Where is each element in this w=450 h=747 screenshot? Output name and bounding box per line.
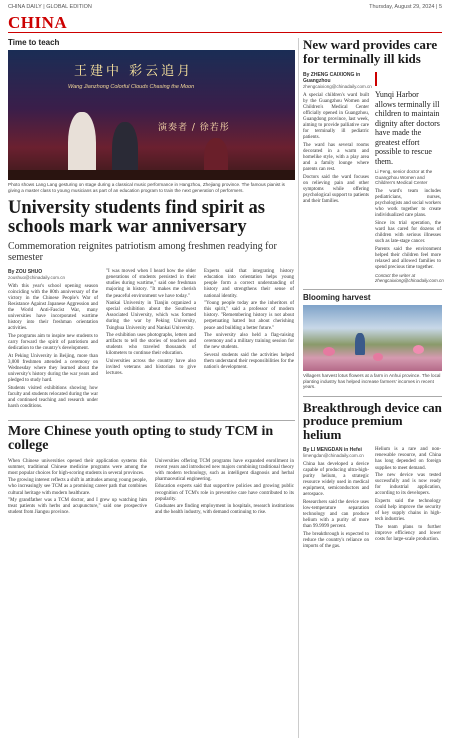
lotus-photo [303,305,442,371]
paragraph: China has developed a device capable of producing ultra-high-purity helium, a strategic resource widely used in medical equipment, semiconductors and aerospace. [303,461,369,498]
paragraph: The new device was tested successfully and is now ready for industrial application, according to its developers. [375,473,441,497]
lotus-flower [373,353,383,361]
article-column [8,459,147,518]
paragraph: The programs aim to inspire new students to carry forward the spirit of patriotism and dedication to the country's development. [8,333,98,352]
byline-email: limengdan@chinadaily.com.cn [303,453,364,459]
article-column [204,269,294,411]
lotus-flower [413,345,424,354]
photo-kicker: Time to teach [8,38,60,47]
paragraph: The exhibition uses photographs, letters and artifacts to tell the stories of teachers and students who traveled thousands of kilometers to continue their education. [106,333,196,357]
article-column [375,447,441,551]
paragraph: Since its trial operation, the ward has cared for dozens of children with serious illnesses such as late-stage cancer. [375,220,441,245]
paragraph: Helium is a rare and non-renewable resource, and China has long depended on foreign supplies to meet demand. [375,447,441,471]
lotus-flower [323,347,335,356]
right-column [303,38,442,552]
paragraph: The growing interest reflects a shift in attitudes among young people, who increasingly see TCM as a promising career path that combines cultural heritage with modern healthcare. [8,478,147,496]
article-column [303,447,369,551]
quote-bar [375,72,377,86]
byline-email: zoushuo@chinadaily.com.cn [8,275,66,281]
byline: By ZHENG CAIXIONG in Guangzhou [303,72,361,84]
left-column [8,38,295,518]
lead-headline: University students find spirit as schools mark war anniversary [8,198,265,238]
paragraph: Experts said the technology could help improve the security of key supply chains in high-tech industries. [375,499,441,523]
contact-line: Contact the writer at zhengcaixiong@chinadaily.com.cn [375,273,444,283]
paragraph: Researchers said the device uses low-temperature separation technology and can produce helium with a purity of more than 99.9999 percent. [303,499,369,530]
lead-article-body [8,269,295,411]
section-title: CHINA [8,13,68,32]
pull-quote: Yunqi Harbor allows terminally ill children to maintain dignity after doctors have made the greatest effort possible to rescue them. [375,90,440,166]
paragraph: "Young people today are the inheritors of this spirit," said a professor of modern history. "Remembering history is not about perpetuating hatred but about cherishing peace and building a better future." [204,301,294,331]
article-column [375,72,444,283]
paragraph: Doctors said the ward focuses on relieving pain and other symptoms while offering psychological support to patients and their families. [303,174,369,205]
paragraph: "I was moved when I heard how the older generations of students persisted in their studies during wartime," said one freshman majoring in history. "It makes me cherish the peaceful environment we have today." [106,269,196,299]
photo-banner-subtitle: Wang Jianzhong Colorful Clouds Chasing the Moon [68,84,195,90]
lotus-caption: Villagers harvest lotus flowers at a farm in Anhui province. The local planting industry has helped increase farmers' incomes in recent years. [303,373,441,390]
article-column [8,269,98,411]
blooming-kicker: Blooming harvest [303,289,442,302]
pull-quote-source: Li Feng, senior doctor at the Guangzhou Women and Children's Medical Center [375,169,433,186]
second-headline: More Chinese youth opting to study TCM in college [8,420,295,454]
article-column [106,269,196,411]
paragraph: Universities offering TCM programs have expanded enrollment in recent years and introduced new majors combining traditional theory with modern technology, such as intelligent diagnosis and herbal pharmaceutical engineering. [155,458,294,482]
paragraph: Experts said that integrating history education into orientation helps young people form a correct understanding of history and strengthens their sense of national identity. [204,269,294,299]
paragraph: The ward has several rooms decorated in a warm and homelike style, with a play area and a family lounge where parents can rest. [303,142,369,173]
paragraph: A special children's ward built by the Guangzhou Women and Children's Medical Center officially opened in Guangzhou, Guangdong province, last week, aiming to provide palliative care for terminally ill pediatric patients. [303,92,369,141]
paragraph: Several students said the activities helped them understand their responsibilities for the nation's development. [204,352,294,371]
paragraph: When Chinese universities opened their application systems this summer, traditional Chinese medicine programs were among the most popular choices for high-scoring students in several provinces. [8,458,147,476]
right-bottom-headline: Breakthrough device can produce premium helium [303,396,442,442]
column-divider [298,38,299,738]
paragraph: Universities across the country have also invited veterans and historians to give lectures. [106,359,196,377]
paragraph: The breakthrough is expected to reduce the country's reliance on imports of the gas. [303,531,369,549]
paragraph: Graduates are finding employment in hospitals, research institutions and the health industry, with demand continuing to rise. [155,504,294,516]
stage-floor [8,170,295,180]
right-top-article [303,72,442,283]
paragraph: Students visited exhibitions showing how faculty and students relocated during the war and continued teaching and research under harsh conditions. [8,385,98,409]
paragraph: The team plans to further improve efficiency and lower costs for large-scale production. [375,524,441,543]
paragraph: The ward's team includes pediatricians, nurses, psychologists and social workers who work together to create individualized care plans. [375,188,441,219]
right-top-headline: New ward provides care for terminally ill kids [303,37,438,66]
paragraph: With this year's school opening season coinciding with the 80th anniversary of the victory in the Chinese People's War of Resistance Against Japanese Aggression and the World Anti-Fascist War, many universities have incorporated wartime history into their freshman orientation activities. [8,283,98,332]
byline: By ZOU SHUO [8,269,43,276]
photo-caption: Photo shows Lang Lang gesturing on stage during a classical music performance in Hangzhou, Zhejiang province. The famous pianist is giving a master class to young musicians as part of an education program to train the next generation of performers. [8,182,285,193]
paragraph: Parents said the environment helped their children feel more relaxed and allowed families to spend precious time together. [375,246,441,270]
date-page: Thursday, August 29, 2024 | 5 [369,4,442,10]
lead-dek: Commemoration reignites patriotism among freshmen readying for semester [8,241,277,264]
paragraph: "My grandfather was a TCM doctor, and I grew up watching him treat patients with herbs and acupuncture," said one prospective student from Jiangsu province. [8,498,147,516]
paragraph: Education experts said that supportive policies and growing public recognition of TCM's role in preventive care have contributed to its popularity. [155,484,294,502]
publication-name: CHINA DAILY | GLOBAL EDITION [8,4,92,10]
second-article-body [8,459,295,518]
photo-banner-title: 王建中 彩云追月 [74,64,194,79]
byline-email: zhengcaixiong@chinadaily.com.cn [303,84,372,89]
article-column [155,459,294,518]
right-bottom-article [303,447,442,551]
paragraph: Nankai University in Tianjin organized a special exhibition about the Southwest Associated University, which was formed during the war by Peking University, Tsinghua University and Nankai University. [106,301,196,331]
photo-banner-cast: 演奏者 / 徐若彤 [158,123,230,133]
byline: By LI MENGDAN in Hefei [303,447,362,454]
paragraph: The university also held a flag-raising ceremony and a military training session for the new students. [204,333,294,351]
villager-figure [355,333,365,355]
article-column [303,72,372,283]
lead-photo [8,50,295,180]
section-masthead [8,13,442,33]
paragraph: At Peking University in Beijing, more than 3,000 freshmen attended a ceremony on Wednesday where they learned about the university's history during the war years and pledged to study hard. [8,353,98,384]
